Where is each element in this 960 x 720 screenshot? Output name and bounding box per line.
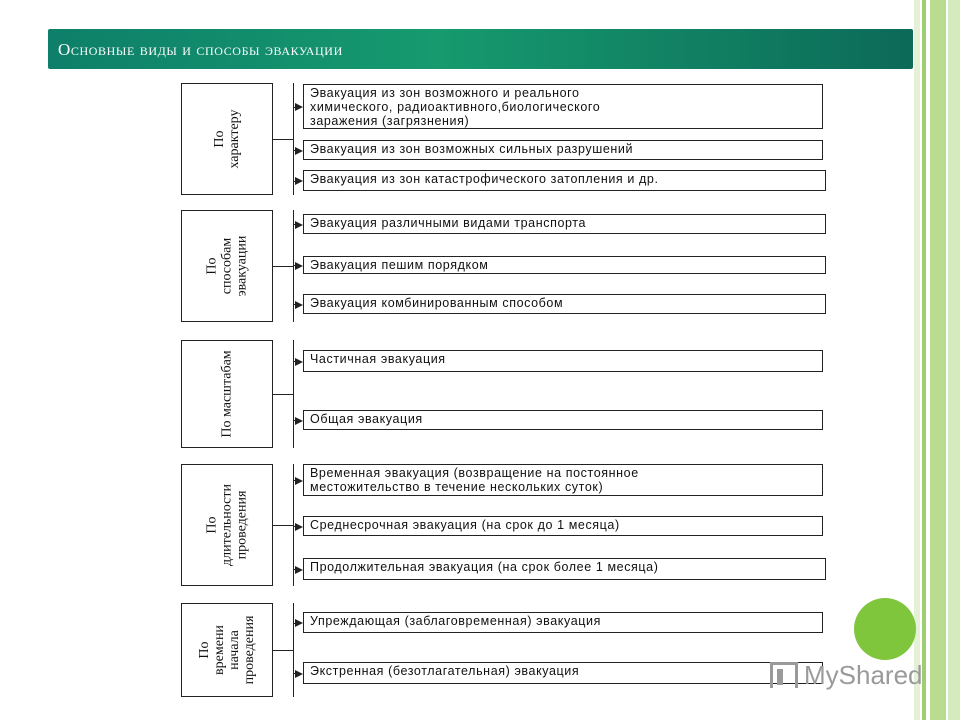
bus-line	[293, 340, 294, 448]
arrow-head-icon	[295, 523, 303, 531]
evacuation-type-box	[303, 294, 826, 314]
evacuation-type-box	[303, 214, 826, 234]
connector-line	[273, 139, 293, 140]
evacuation-type-text: заражения (загрязнения)	[310, 114, 470, 128]
evacuation-type-text: Общая эвакуация	[310, 412, 423, 426]
bus-line	[293, 603, 294, 697]
category-label	[212, 109, 242, 168]
bus-line	[293, 83, 294, 195]
arrow-head-icon	[295, 477, 303, 485]
arrow-head-icon	[295, 221, 303, 229]
category-label-line: По масштабам	[219, 350, 235, 438]
evacuation-type-box	[303, 170, 826, 191]
arrow-head-icon	[295, 103, 303, 111]
evacuation-type-box	[303, 410, 823, 430]
evacuation-type-text: Частичная эвакуация	[310, 352, 446, 366]
arrow-head-icon	[295, 301, 303, 309]
arrow-head-icon	[295, 358, 303, 366]
evacuation-type-text: химического, радиоактивного,биологического	[310, 100, 601, 114]
evacuation-type-text: Временная эвакуация (возвращение на постоянное	[310, 466, 639, 480]
connector-line	[273, 525, 293, 526]
arrow-head-icon	[295, 619, 303, 627]
category-label	[205, 484, 250, 566]
evacuation-type-text: местожительство в течение нескольких суток)	[310, 480, 604, 494]
evacuation-type-text: Эвакуация из зон возможных сильных разрушений	[310, 142, 634, 156]
watermark-text: MyShared	[804, 659, 923, 690]
category-label-line: проведения	[242, 615, 257, 685]
evacuation-type-text: Эвакуация комбинированным способом	[310, 296, 564, 310]
arrow-head-icon	[295, 147, 303, 155]
connector-line	[273, 650, 293, 651]
evacuation-type-box	[303, 558, 826, 580]
category-label-line: характеру	[227, 109, 242, 169]
evacuation-type-text: Эвакуация из зон катастрофического затопления и др.	[310, 172, 659, 186]
myshared-logo-icon	[770, 662, 798, 688]
green-circle-decoration	[854, 598, 916, 660]
category-box	[181, 83, 273, 195]
category-label	[220, 350, 235, 437]
evacuation-type-box	[303, 84, 823, 129]
evacuation-type-box	[303, 140, 823, 160]
category-box	[181, 340, 273, 448]
bus-line	[293, 210, 294, 322]
category-label	[205, 236, 250, 297]
category-label-line: По	[204, 516, 220, 534]
category-label-line: По	[212, 130, 227, 148]
slide-title: Основные виды и способы эвакуации	[58, 40, 343, 59]
category-label	[197, 616, 257, 685]
category-box	[181, 210, 273, 322]
evacuation-type-text: Продолжительная эвакуация (на срок более 1 месяца)	[310, 560, 659, 574]
bus-line	[293, 464, 294, 586]
evacuation-type-text: Эвакуация пешим порядком	[310, 258, 489, 272]
evacuation-type-box	[303, 662, 823, 684]
category-box	[181, 464, 273, 586]
evacuation-type-text: Среднесрочная эвакуация (на срок до 1 месяца)	[310, 518, 620, 532]
category-label-line: проведения	[234, 490, 250, 560]
evacuation-type-box	[303, 256, 826, 274]
arrow-head-icon	[295, 177, 303, 185]
evacuation-type-box	[303, 464, 823, 496]
evacuation-type-text: Эвакуация из зон возможного и реального	[310, 86, 580, 100]
category-label-line: времени	[212, 625, 227, 675]
category-label-line: эвакуации	[234, 235, 250, 297]
evacuation-type-box	[303, 516, 823, 536]
arrow-head-icon	[295, 670, 303, 678]
evacuation-type-text: Эвакуация различными видами транспорта	[310, 216, 587, 230]
category-box	[181, 603, 273, 697]
watermark-logo	[770, 655, 923, 695]
arrow-head-icon	[295, 566, 303, 574]
category-label-line: начала	[227, 630, 242, 670]
evacuation-type-text: Упреждающая (заблаговременная) эвакуация	[310, 614, 601, 628]
category-label-line: По	[197, 641, 212, 659]
category-label-line: По	[204, 257, 220, 275]
evacuation-type-box	[303, 350, 823, 372]
connector-line	[273, 266, 293, 267]
category-label-line: способам	[219, 237, 235, 295]
arrow-head-icon	[295, 262, 303, 270]
arrow-head-icon	[295, 417, 303, 425]
evacuation-type-text: Экстренная (безотлагательная) эвакуация	[310, 664, 580, 678]
category-label-line: длительности	[219, 484, 235, 566]
connector-line	[273, 394, 293, 395]
evacuation-type-box	[303, 612, 823, 633]
